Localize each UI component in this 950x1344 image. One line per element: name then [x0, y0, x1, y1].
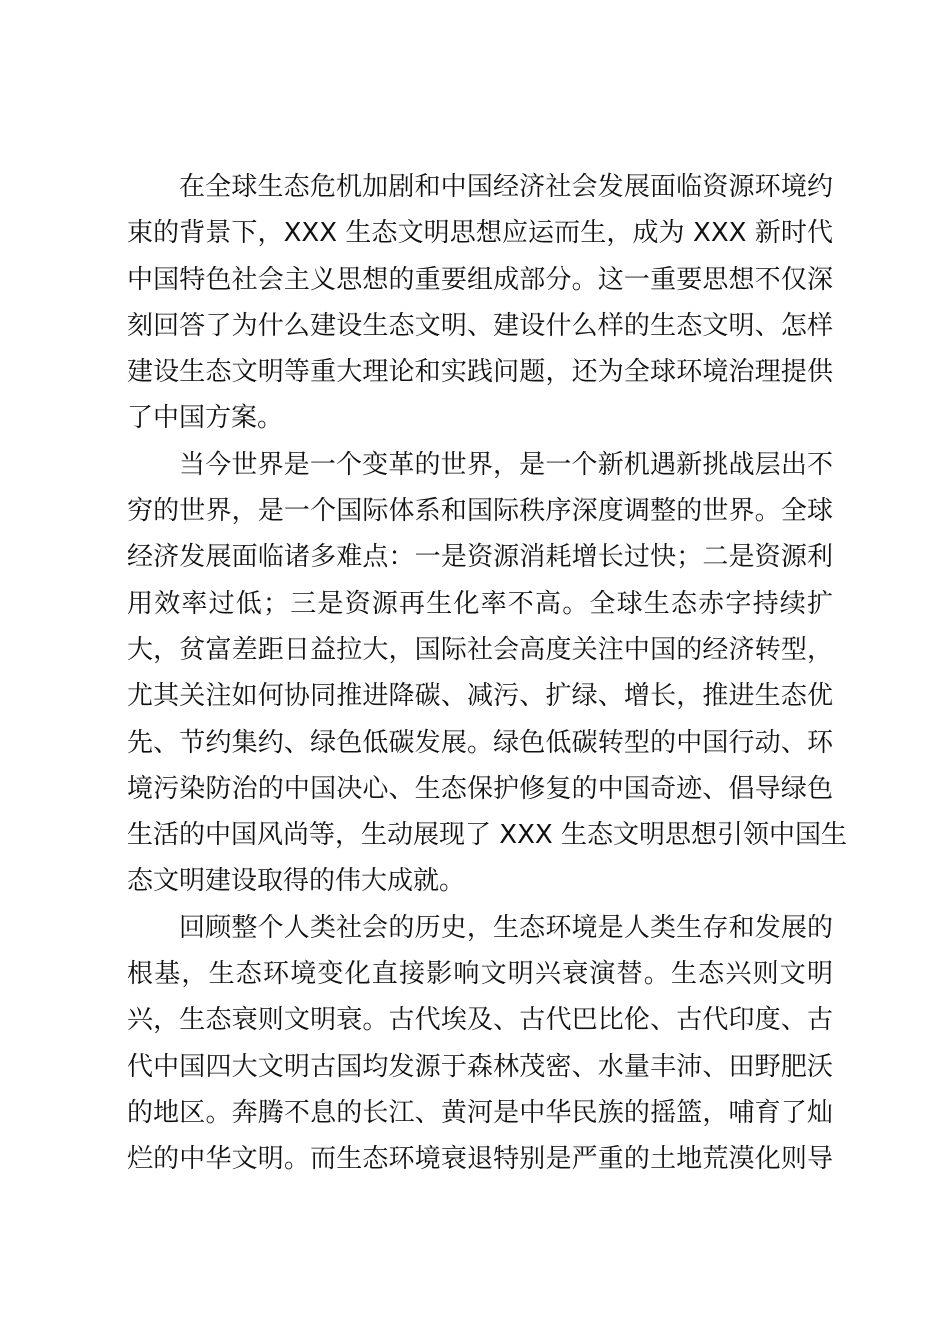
- paragraph-2-line-10: 态文明建设取得的伟大成就。: [127, 866, 466, 897]
- paragraph-3-line-4: 代中国四大文明古国均发源于森林茂密、水量丰沛、田野肥沃: [127, 1051, 833, 1082]
- paragraph-3-line-3: 兴，生态衰则文明衰。古代埃及、古代巴比伦、古代印度、古: [127, 1005, 833, 1036]
- paragraph-2-line-8: 境污染防治的中国决心、生态保护修复的中国奇迹、倡导绿色: [127, 773, 833, 804]
- paragraph-1-line-1: 在全球生态危机加剧和中国经济社会发展面临资源环境约: [179, 172, 833, 202]
- paragraph-3-line-2: 根基，生态环境变化直接影响文明兴衰演替。生态兴则文明: [127, 959, 833, 990]
- paragraph-2-line-9: 生活的中国风尚等，生动展现了 XXX 生态文明思想引领中国生: [127, 820, 847, 851]
- paragraph-2-line-1: 当今世界是一个变革的世界，是一个新机遇新挑战层出不: [179, 449, 833, 480]
- paragraph-2-line-3: 经济发展面临诸多难点：一是资源消耗增长过快；二是资源利: [127, 542, 833, 573]
- paragraph-2-line-7: 先、节约集约、绿色低碳发展。绿色低碳转型的中国行动、环: [127, 727, 833, 758]
- paragraph-2-line-4: 用效率过低；三是资源再生化率不高。全球生态赤字持续扩: [127, 588, 833, 619]
- paragraph-1-line-2: 束的背景下，XXX 生态文明思想应运而生，成为 XXX 新时代: [127, 218, 833, 249]
- paragraph-1-line-5: 建设生态文明等重大理论和实践问题，还为全球环境治理提供: [127, 357, 833, 388]
- paragraph-2-line-5: 大，贫富差距日益拉大，国际社会高度关注中国的经济转型，: [127, 634, 833, 665]
- paragraph-2-line-2: 穷的世界，是一个国际体系和国际秩序深度调整的世界。全球: [127, 496, 833, 527]
- paragraph-1-line-6: 了中国方案。: [127, 403, 284, 434]
- body-text: [127, 164, 847, 1183]
- paragraph-3-line-6: 烂的中华文明。而生态环境衰退特别是严重的土地荒漠化则导: [127, 1144, 833, 1175]
- paragraph-1-line-3: 中国特色社会主义思想的重要组成部分。这一重要思想不仅深: [127, 264, 833, 295]
- paragraph-3-line-5: 的地区。奔腾不息的长江、黄河是中华民族的摇篮，哺育了灿: [127, 1097, 833, 1128]
- paragraph-2-line-6: 尤其关注如何协同推进降碳、减污、扩绿、增长，推进生态优: [127, 681, 833, 712]
- paragraph-3-line-1: 回顾整个人类社会的历史，生态环境是人类生存和发展的: [179, 912, 833, 943]
- paragraph-1-line-4: 刻回答了为什么建设生态文明、建设什么样的生态文明、怎样: [127, 310, 833, 341]
